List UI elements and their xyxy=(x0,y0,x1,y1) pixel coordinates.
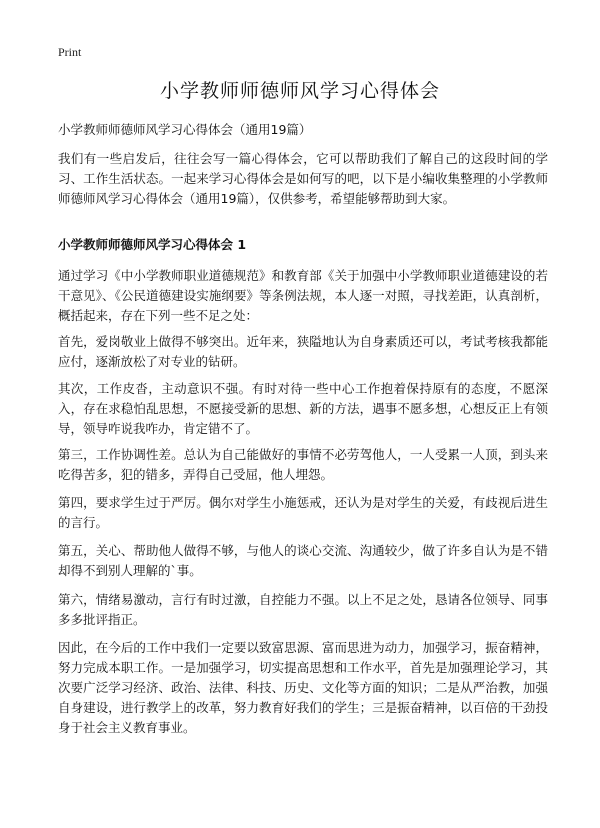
document-title: 小学教师师德师风学习心得体会 xyxy=(159,80,440,102)
intro-paragraph: 我们有一些启发后，往往会写一篇心得体会，它可以帮助我们了解自己的这段时间的学习、工作生活状态。一起来学习心得体会是如何写的吧，以下是小编收集整理的小学教师师德师风学习心得体会（通用19篇），仅供参考，希望能够帮助到大家。 xyxy=(58,151,548,206)
body-paragraph-5: 第四，要求学生过于严厉。偶尔对学生小施惩戒，还认为是对学生的关爱，有歧视后进生的言行。 xyxy=(58,495,548,530)
document-subtitle: 小学教师师德师风学习心得体会（通用19篇） xyxy=(58,122,312,137)
body-paragraph-7: 第六，情绪易激动，言行有时过激，自控能力不强。以上不足之处，恳请各位领导、同事多多批评指正。 xyxy=(58,592,548,627)
body-paragraph-2: 首先，爱岗敬业上做得不够突出。近年来，狭隘地认为自身素质还可以，考试考核我都能应付，逐渐放松了对专业的钻研。 xyxy=(58,334,548,369)
print-link[interactable]: Print xyxy=(58,45,82,59)
body-paragraph-8: 因此，在今后的工作中我们一定要以致富思源、富而思进为动力，加强学习，振奋精神，努力完成本职工作。一是加强学习，切实提高思想和工作水平，首先是加强理论学习，其次要广泛学习经济、政治、法律、科技、历史、文化等方面的知识；二是从严治教，加强自身建设，进行教学上的改革，努力教育好我们的学生；三是振奋精神，以百倍的干劲投身于社会主义教育事业。 xyxy=(58,640,548,735)
body-paragraph-6: 第五，关心、帮助他人做得不够，与他人的谈心交流、沟通较少，做了许多自认为是不错却得不到别人理解的`事。 xyxy=(58,543,548,578)
body-paragraph-1: 通过学习《中小学教师职业道德规范》和教育部《关于加强中小学教师职业道德建设的若干意见》、《公民道德建设实施纲要》等条例法规，本人逐一对照，寻找差距，认真剖析，概括起来，存在下列一些不足之处： xyxy=(58,268,548,323)
body-paragraph-3: 其次，工作皮沓，主动意识不强。有时对待一些中心工作抱着保持原有的态度，不愿深入，存在求稳怕乱思想，不愿接受新的思想、新的方法，遇事不愿多想，心想反正上有领导，领导咋说我咋办，肯定错不了。 xyxy=(58,381,548,436)
section-heading: 小学教师师德师风学习心得体会 1 xyxy=(58,237,247,252)
body-paragraph-4: 第三，工作协调性差。总认为自己能做好的事情不必劳驾他人，一人受累一人顶，到头来吃得苦多，犯的错多，弄得自己受屈，他人埋怨。 xyxy=(58,447,548,482)
